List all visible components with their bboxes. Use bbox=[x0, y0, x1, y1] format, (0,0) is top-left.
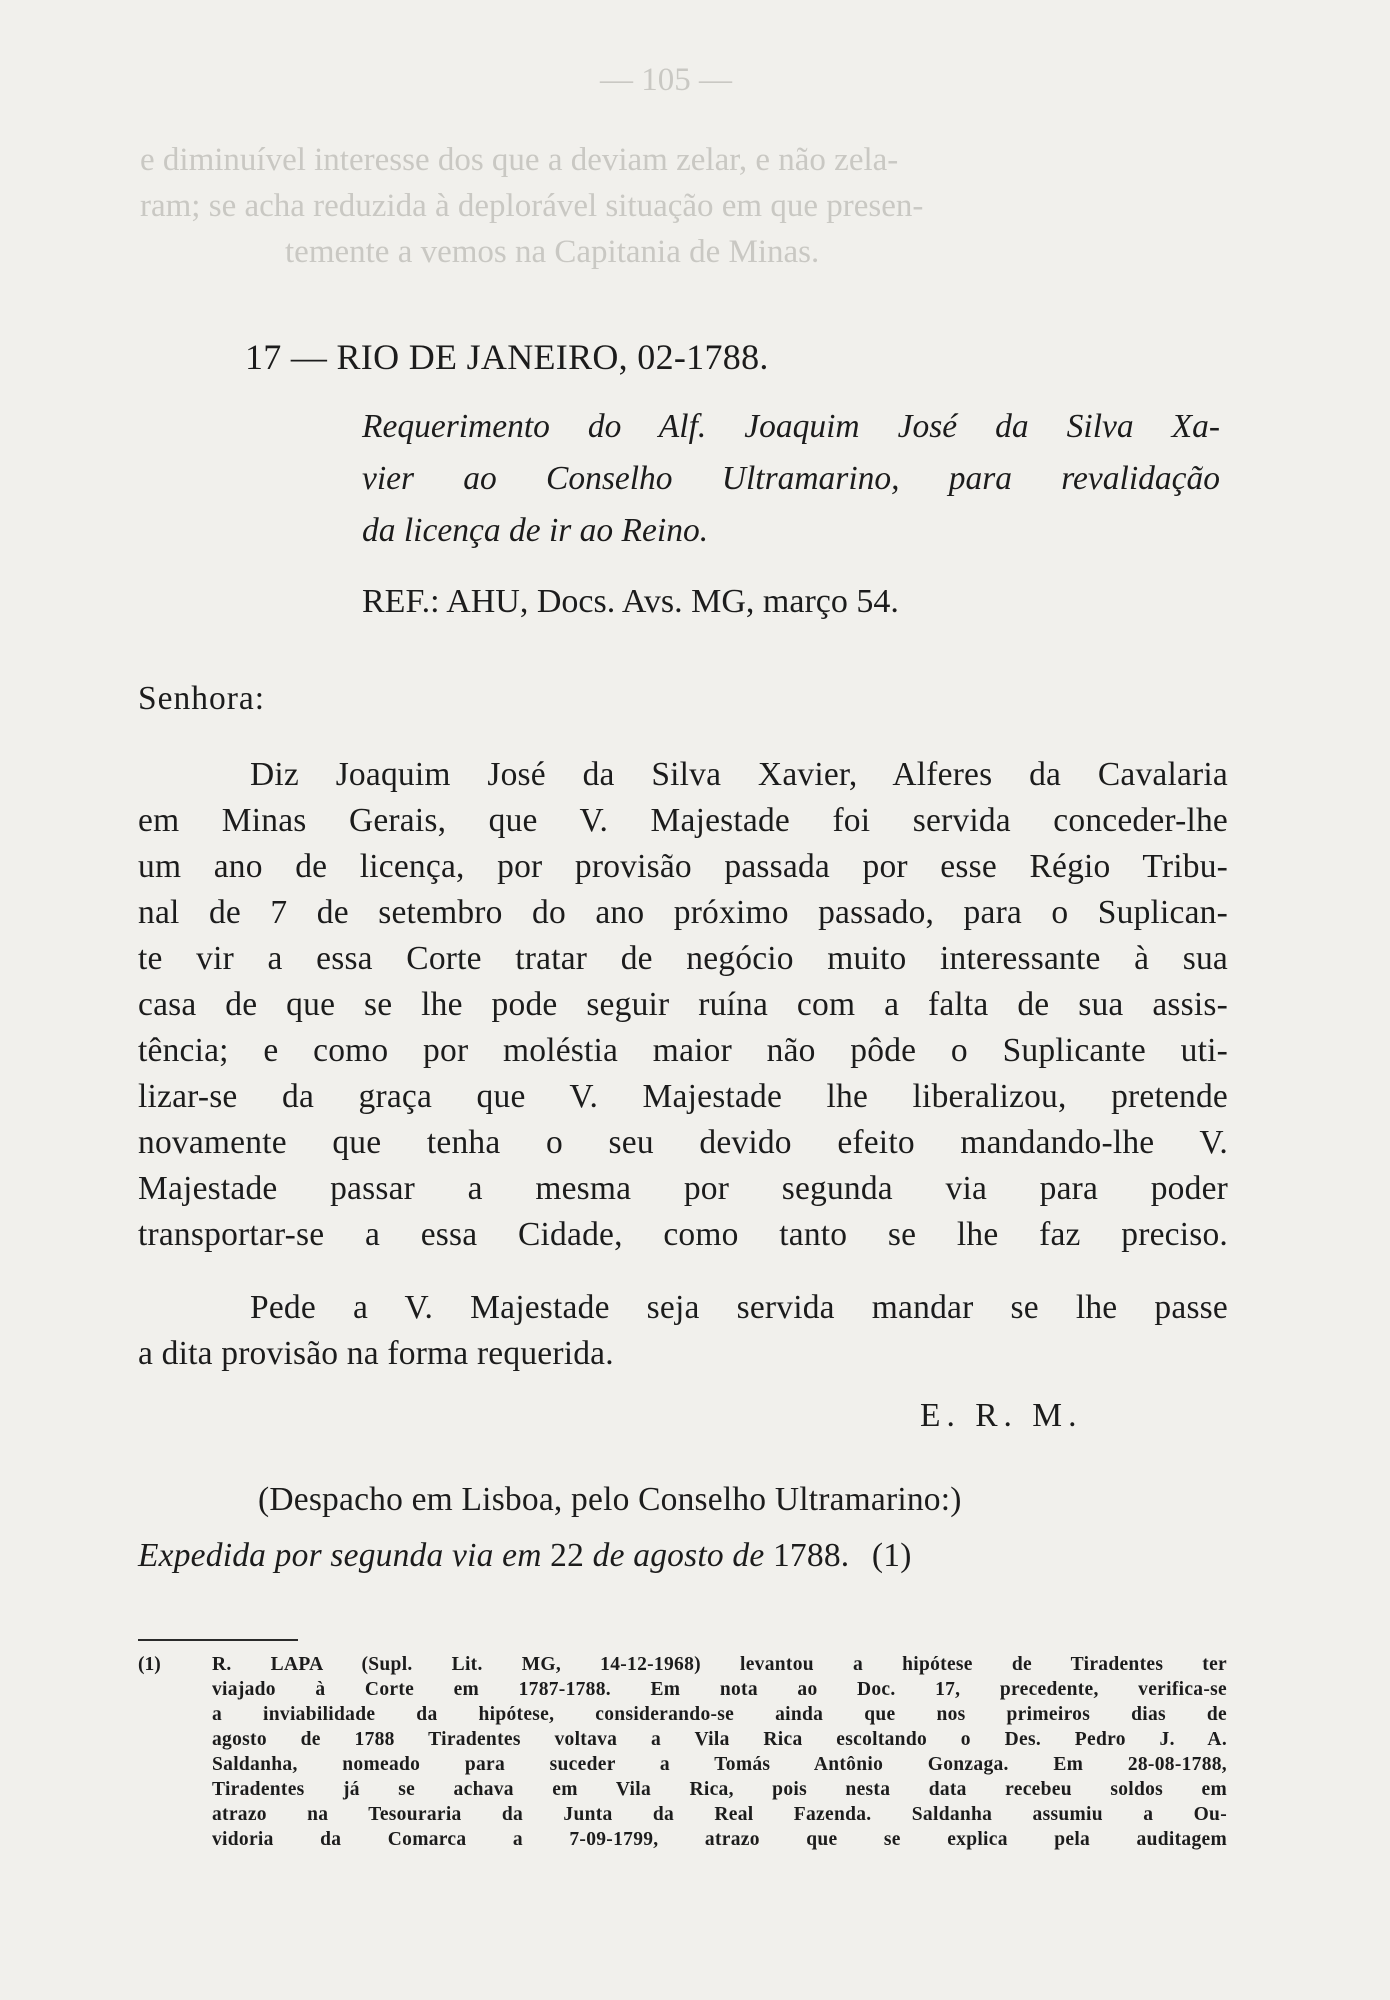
footnote-line: viajado à Corte em 1787-1788. Em nota ao Doc. 17, precedente, verifica-se bbox=[212, 1679, 1227, 1700]
dispatch-month: de agosto de bbox=[592, 1537, 765, 1574]
dispatch-decision bbox=[138, 1534, 1228, 1578]
body-line: casa de que se lhe pode seguir ruína com a falta de sua assis- bbox=[138, 986, 1228, 1023]
dispatch-day: 22 bbox=[550, 1537, 585, 1574]
footnote-number: (1) bbox=[138, 1654, 161, 1675]
body-line: novamente que tenha o seu devido efeito mandando-lhe V. bbox=[138, 1124, 1228, 1161]
ghost-line: temente a vemos na Capitania de Minas. bbox=[285, 234, 820, 270]
footnote-line: Tiradentes já se achava em Vila Rica, pois nesta data recebeu soldos em bbox=[212, 1779, 1227, 1800]
subtitle-line: da licença de ir ao Reino. bbox=[362, 512, 709, 549]
request-line: Pede a V. Majestade seja servida mandar se lhe passe bbox=[250, 1289, 1228, 1326]
body-line: Majestade passar a mesma por segunda via para poder bbox=[138, 1170, 1228, 1207]
body-line: tência; e como por moléstia maior não pôde o Suplicante uti- bbox=[138, 1032, 1228, 1069]
footnote-line: atrazo na Tesouraria da Junta da Real Fazenda. Saldanha assumiu a Ou- bbox=[212, 1804, 1227, 1825]
footnote-line: R. LAPA (Supl. Lit. MG, 14-12-1968) levantou a hipótese de Tiradentes ter bbox=[212, 1654, 1227, 1675]
request-line: a dita provisão na forma requerida. bbox=[138, 1335, 614, 1372]
body-line: um ano de licença, por provisão passada por esse Régio Tribu- bbox=[138, 848, 1228, 885]
footnote-line: Saldanha, nomeado para suceder a Tomás Antônio Gonzaga. Em 28-08-1788, bbox=[212, 1754, 1227, 1775]
body-line: Diz Joaquim José da Silva Xavier, Alferes da Cavalaria bbox=[250, 756, 1228, 793]
body-line: em Minas Gerais, que V. Majestade foi servida conceder-lhe bbox=[138, 802, 1228, 839]
salutation: Senhora: bbox=[138, 680, 266, 717]
body-line: transportar-se a essa Cidade, como tanto se lhe faz preciso. bbox=[138, 1216, 1228, 1253]
footnote-line: agosto de 1788 Tiradentes voltava a Vila Rica escoltando o Des. Pedro J. A. bbox=[212, 1729, 1227, 1750]
ghost-line: e diminuível interesse dos que a deviam zelar, e não zela- bbox=[140, 142, 899, 178]
dispatch-line: (Despacho em Lisboa, pelo Conselho Ultramarino:) bbox=[258, 1481, 962, 1518]
dispatch-italic: Expedida por segunda via em bbox=[138, 1537, 542, 1574]
subtitle-line: vier ao Conselho Ultramarino, para revalidação bbox=[362, 460, 1220, 497]
reference-line: REF.: AHU, Docs. Avs. MG, março 54. bbox=[362, 583, 899, 620]
body-line: te vir a essa Corte tratar de negócio muito interessante à sua bbox=[138, 940, 1228, 977]
footnote-line: vidoria da Comarca a 7-09-1799, atrazo que se explica pela auditagem bbox=[212, 1829, 1227, 1850]
footnote-rule bbox=[138, 1639, 298, 1641]
body-line: nal de 7 de setembro do ano próximo passado, para o Suplican- bbox=[138, 894, 1228, 931]
footnote-line: a inviabilidade da hipótese, considerando-se ainda que nos primeiros dias de bbox=[212, 1704, 1227, 1725]
ghost-line: ram; se acha reduzida à deplorável situação em que presen- bbox=[140, 188, 924, 224]
document-heading: 17 — RIO DE JANEIRO, 02-1788. bbox=[245, 337, 769, 377]
subtitle-line: Requerimento do Alf. Joaquim José da Silva Xa- bbox=[362, 408, 1220, 445]
footnote-reference[interactable]: (1) bbox=[871, 1537, 912, 1574]
dispatch-year: 1788. bbox=[772, 1537, 850, 1574]
closing-formula: E. R. M. bbox=[920, 1397, 1083, 1434]
ghost-page-number: — 105 — bbox=[600, 62, 732, 98]
body-line: lizar-se da graça que V. Majestade lhe liberalizou, pretende bbox=[138, 1078, 1228, 1115]
